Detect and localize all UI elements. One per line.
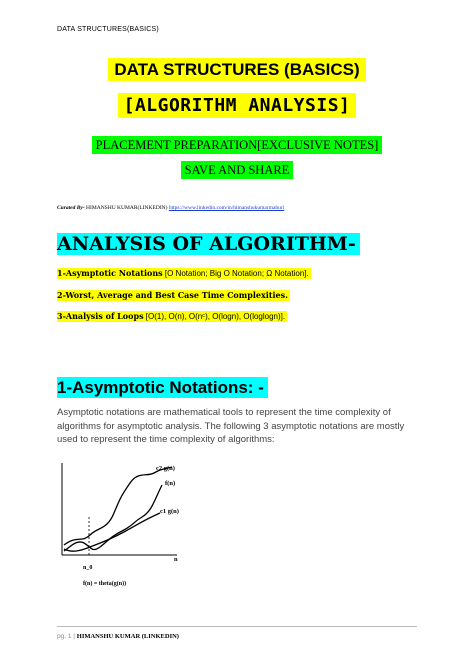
label-c2g: c2 g(n) — [156, 465, 175, 472]
page-number: pg. 1 | — [57, 633, 75, 640]
curated-by-line — [57, 205, 284, 211]
linkedin-link[interactable]: https://www.linkedin.com/in/himanshukumarmahuri — [168, 205, 285, 211]
c1-g-curve — [64, 513, 160, 551]
page-footer — [57, 633, 179, 640]
title-line-3 — [0, 136, 474, 154]
footer-author: HIMANSHU KUMAR (LINKEDIN) — [76, 633, 179, 640]
title-line-1-text: DATA STRUCTURES (BASICS) — [108, 58, 365, 81]
topic-1-bold: 1-Asymptotic Notations — [57, 268, 163, 278]
title-line-1 — [0, 60, 474, 80]
label-n0: n_0 — [83, 565, 93, 571]
asymptotic-heading-text: 1-Asymptotic Notations: - — [57, 377, 268, 398]
graph-caption: f(n) = theta(g(n)) — [83, 581, 127, 587]
topic-3-rest: [O(1), O(n), O(nᶜ), O(logn), O(loglogn)]. — [143, 312, 286, 321]
title-line-4-text: SAVE AND SHARE — [181, 161, 294, 179]
footer-divider — [57, 626, 417, 627]
title-line-4 — [0, 161, 474, 179]
topic-3-bold: 3-Analysis of Loops — [57, 311, 144, 321]
topic-item-2 — [57, 290, 290, 300]
topic-item-3 — [57, 311, 287, 321]
curated-author: HIMANSHU KUMAR(LINKEDIN) — [86, 205, 168, 211]
asymptotic-heading — [57, 378, 268, 398]
title-line-2-text: [ALGORITHM ANALYSIS] — [118, 93, 357, 118]
topic-item-1 — [57, 268, 311, 278]
curated-prefix: Curated By- — [57, 205, 85, 211]
label-n: n — [174, 556, 178, 563]
theta-notation-graph — [52, 455, 202, 590]
f-curve — [64, 485, 162, 551]
section-heading-text: ANALYSIS OF ALGORITHM- — [57, 233, 360, 255]
label-fn: f(n) — [165, 480, 176, 487]
title-line-2 — [0, 95, 474, 116]
label-c1g: c1 g(n) — [160, 508, 179, 515]
page-header: DATA STRUCTURES(BASICS) — [57, 26, 159, 33]
asymptotic-paragraph: Asymptotic notations are mathematical tools to represent the time complexity of algorithms for asymptotic analysis. The following 3 asymptotic notations are mostly used to represent the time complexity of algorithms: — [57, 407, 405, 445]
topic-2-bold: 2-Worst, Average and Best Case Time Complexities. — [57, 290, 288, 300]
section-heading — [57, 233, 360, 255]
title-line-3-text: PLACEMENT PREPARATION[EXCLUSIVE NOTES] — [92, 136, 383, 154]
topic-1-rest: [O Notation; Big O Notation; Ω Notation]. — [162, 269, 309, 278]
